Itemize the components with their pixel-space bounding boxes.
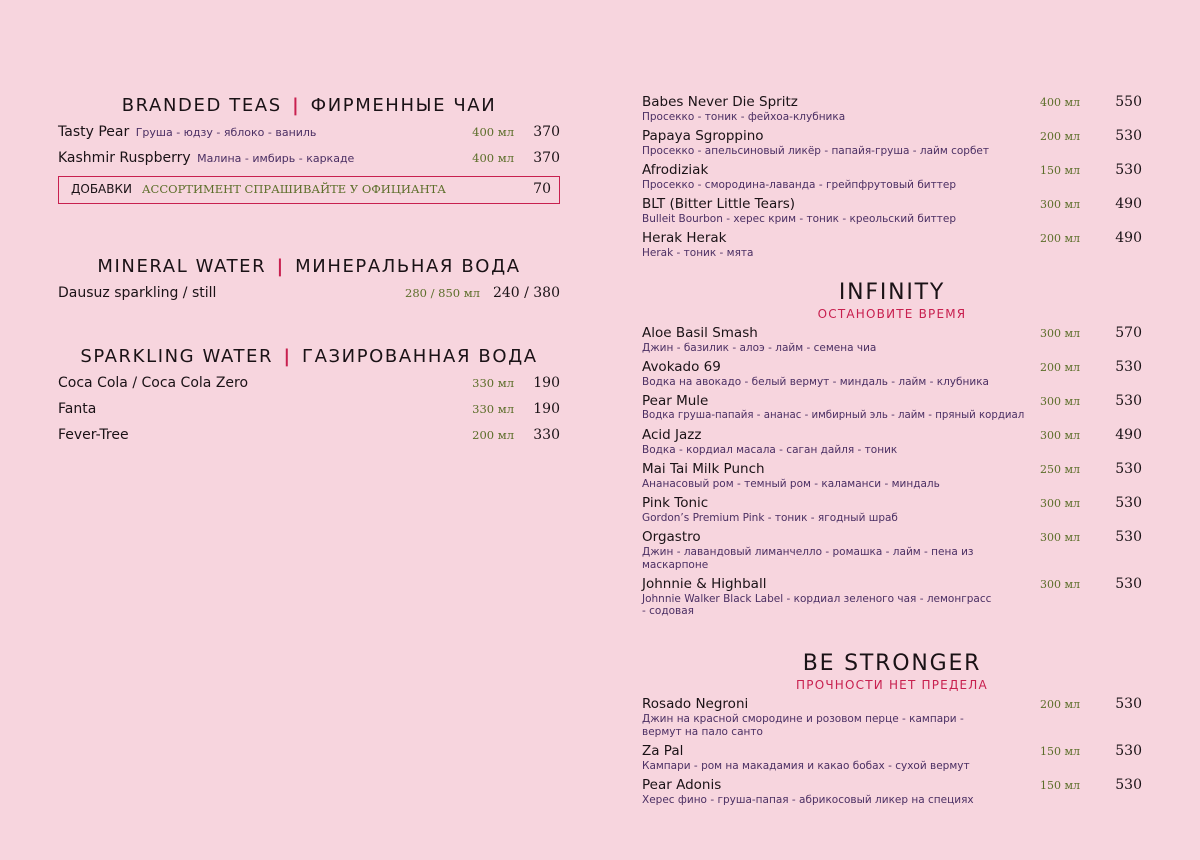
menu-item: BLT (Bitter Little Tears) Bulleit Bourbon - херес крим - тоник - креольский биттер 300 мл 490 bbox=[642, 196, 1142, 225]
section-title: BRANDED TEAS | ФИРМЕННЫЕ ЧАИ bbox=[121, 95, 497, 116]
menu-item: Pink Tonic Gordon’s Premium Pink - тоник - ягодный шраб 300 мл 530 bbox=[642, 495, 1142, 524]
item-volume: 280 / 850 мл bbox=[405, 286, 480, 300]
item-volume: 300 мл bbox=[1039, 327, 1080, 340]
section-subtitle: ПРОЧНОСТИ НЕТ ПРЕДЕЛА bbox=[796, 678, 988, 692]
menu-item: Papaya Sgroppino Просекко - апельсиновый ликёр - папайя-груша - лайм сорбет 200 мл 530 bbox=[642, 128, 1142, 157]
section-title: MINERAL WATER | МИНЕРАЛЬНАЯ ВОДА bbox=[97, 256, 521, 277]
addons-box bbox=[58, 176, 560, 204]
menu-item: Mai Tai Milk Punch Ананасовый ром - темный ром - каламанси - миндаль 250 мл 530 bbox=[642, 461, 1142, 490]
item-volume: 200 мл bbox=[1039, 698, 1080, 711]
item-volume: 330 мл bbox=[472, 402, 514, 416]
item-price: 530 bbox=[1115, 162, 1142, 178]
item-volume: 300 мл bbox=[1039, 198, 1080, 211]
sparkling-water-section bbox=[58, 346, 560, 448]
item-price: 370 bbox=[533, 150, 560, 166]
item-volume: 300 мл bbox=[1039, 577, 1080, 591]
mineral-water-section bbox=[58, 256, 560, 306]
infinity-section bbox=[642, 280, 1142, 622]
menu-item: Fever-Tree 200 мл 330 bbox=[58, 422, 560, 448]
addons-note: АССОРТИМЕНТ СПРАШИВАЙТЕ У ОФИЦИАНТА bbox=[141, 182, 447, 196]
menu-item: Pear Adonis Херес фино - груша-папая - абрикосовый ликер на специях 150 мл 530 bbox=[642, 776, 1142, 806]
menu-item: Dausuz sparkling / still 280 / 850 мл 240 / 380 bbox=[58, 280, 560, 306]
section-title: INFINITY bbox=[838, 280, 946, 305]
item-volume: 150 мл bbox=[1039, 778, 1080, 792]
item-volume: 200 мл bbox=[1039, 232, 1080, 245]
menu-item: Aloe Basil Smash Джин - базилик - алоэ - лайм - семена чиа 300 мл 570 bbox=[642, 325, 1142, 354]
item-price: 490 bbox=[1115, 427, 1142, 443]
menu-item: Acid Jazz Водка - кордиал масала - саган дайля - тоник 300 мл 490 bbox=[642, 427, 1142, 456]
section-subtitle: ОСТАНОВИТЕ ВРЕМЯ bbox=[817, 307, 967, 321]
item-price: 550 bbox=[1115, 94, 1142, 110]
item-price: 490 bbox=[1115, 196, 1142, 212]
item-price: 370 bbox=[533, 124, 560, 140]
menu-item: Afrodiziak Просекко - смородина-лаванда - грейпфрутовый биттер 150 мл 530 bbox=[642, 162, 1142, 191]
item-volume: 300 мл bbox=[1039, 497, 1080, 510]
menu-item: Za Pal Кампари - ром на макадамия и какао бобах - сухой вермут 150 мл 530 bbox=[642, 742, 1142, 772]
item-price: 530 bbox=[1115, 529, 1142, 545]
item-price: 530 bbox=[1115, 495, 1142, 511]
addons-label: ДОБАВКИ bbox=[71, 182, 132, 196]
item-price: 530 bbox=[1115, 575, 1142, 592]
item-price: 530 bbox=[1115, 696, 1142, 712]
item-price: 530 bbox=[1115, 461, 1142, 477]
item-volume: 300 мл bbox=[1039, 429, 1080, 442]
item-volume: 330 мл bbox=[472, 376, 514, 390]
menu-item: Orgastro Джин - лавандовый лиманчелло - ромашка - лайм - пена из маскарпоне 300 мл 530 bbox=[642, 529, 1142, 571]
menu-item: Tasty Pear Груша - юдзу - яблоко - ваниль 400 мл 370 bbox=[58, 119, 560, 145]
item-volume: 200 мл bbox=[1039, 361, 1080, 374]
item-price: 190 bbox=[533, 375, 560, 391]
branded-teas-section bbox=[58, 95, 560, 204]
item-price: 190 bbox=[533, 401, 560, 417]
item-volume: 250 мл bbox=[1039, 463, 1080, 476]
item-volume: 400 мл bbox=[472, 151, 514, 165]
item-price: 530 bbox=[1115, 359, 1142, 375]
item-price: 530 bbox=[1115, 742, 1142, 759]
item-price: 240 / 380 bbox=[492, 285, 560, 301]
menu-item: Herak Herak Herak - тоник - мята 200 мл 490 bbox=[642, 230, 1142, 259]
item-volume: 300 мл bbox=[1039, 531, 1080, 544]
item-price: 330 bbox=[533, 427, 560, 443]
menu-item: Kashmir Ruspberry Малина - имбирь - каркаде 400 мл 370 bbox=[58, 145, 560, 171]
menu-item: Avokado 69 Водка на авокадо - белый вермут - миндаль - лайм - клубника 200 мл 530 bbox=[642, 359, 1142, 388]
item-price: 530 bbox=[1115, 776, 1142, 793]
section-title: BE STRONGER bbox=[802, 651, 982, 676]
section-title: SPARKLING WATER | ГАЗИРОВАННАЯ ВОДА bbox=[80, 346, 538, 367]
menu-item: Pear Mule Водка груша-папайя - ананас - имбирный эль - лайм - пряный кордиал 300 мл 530 bbox=[642, 393, 1142, 421]
item-price: 530 bbox=[1115, 128, 1142, 144]
menu-item: Coca Cola / Coca Cola Zero 330 мл 190 bbox=[58, 370, 560, 396]
item-volume: 400 мл bbox=[472, 125, 514, 139]
item-volume: 200 мл bbox=[472, 428, 514, 442]
item-volume: 150 мл bbox=[1039, 164, 1080, 177]
menu-item: Johnnie & Highball Johnnie Walker Black Label - кордиал зеленого чая - лемонграсс - содовая 300 мл 530 bbox=[642, 575, 1142, 617]
item-price: 570 bbox=[1115, 325, 1142, 341]
menu-item: Babes Never Die Spritz Просекко - тоник - фейхоа-клубника 400 мл 550 bbox=[642, 94, 1142, 123]
addons-price: 70 bbox=[533, 181, 551, 197]
item-volume: 400 мл bbox=[1039, 96, 1080, 109]
item-volume: 200 мл bbox=[1039, 130, 1080, 143]
be-stronger-section bbox=[642, 651, 1142, 811]
menu-item: Rosado Negroni Джин на красной смородине и розовом перце - кампари - вермут на пало санто 200 мл 530 bbox=[642, 696, 1142, 738]
menu-item: Fanta 330 мл 190 bbox=[58, 396, 560, 422]
item-price: 530 bbox=[1115, 393, 1142, 409]
item-volume: 150 мл bbox=[1039, 744, 1080, 758]
item-price: 490 bbox=[1115, 230, 1142, 246]
item-volume: 300 мл bbox=[1039, 395, 1080, 408]
spritz-section bbox=[642, 94, 1142, 264]
